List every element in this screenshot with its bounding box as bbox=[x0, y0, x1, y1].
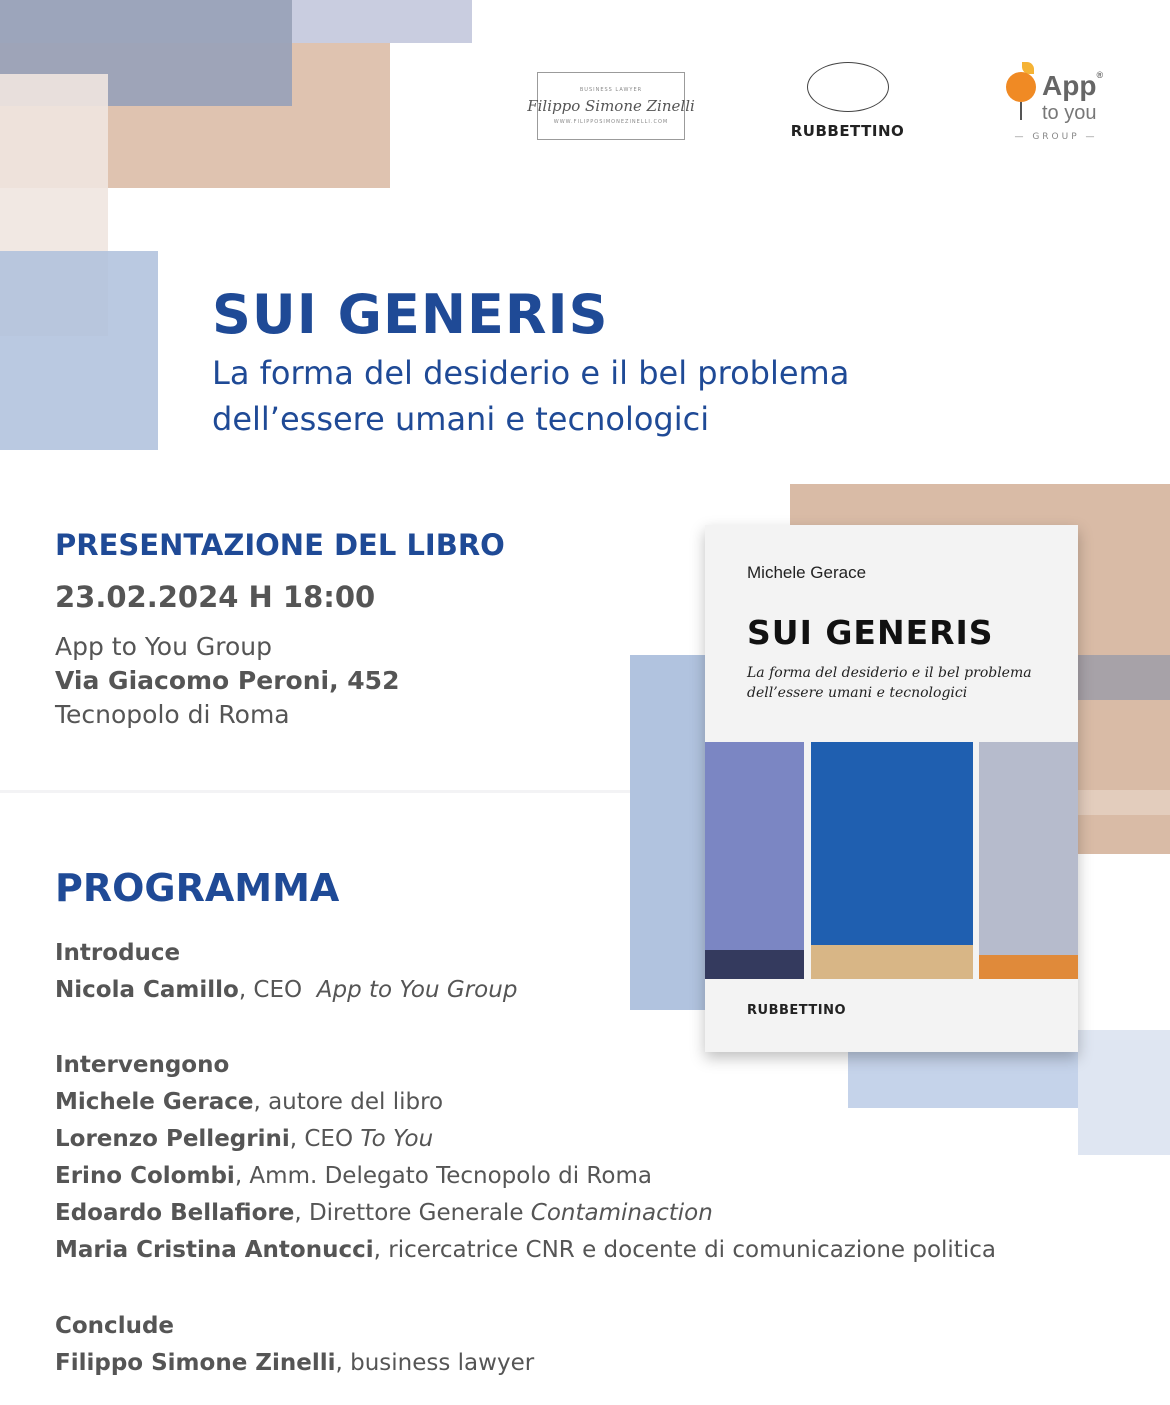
section-heading: Conclude bbox=[55, 1313, 175, 1339]
book-cover bbox=[705, 525, 1078, 1052]
book-title: SUI GENERIS bbox=[747, 613, 994, 652]
logo-group-word: — GROUP — bbox=[1014, 132, 1098, 142]
programma-title: PROGRAMMA bbox=[55, 866, 340, 910]
logo-rubbettino bbox=[790, 62, 905, 144]
venue-address: Via Giacomo Peroni, 452 bbox=[55, 666, 400, 695]
book-publisher: RUBBETTINO bbox=[747, 1003, 847, 1018]
cover-painting-panel bbox=[979, 742, 1078, 979]
page-title: SUI GENERIS bbox=[212, 283, 609, 346]
venue-place: Tecnopolo di Roma bbox=[55, 700, 290, 729]
logo-site: WWW.FILIPPOSIMONEZINELLI.COM bbox=[553, 119, 669, 125]
decor-block bbox=[1078, 790, 1170, 815]
stem-icon bbox=[1020, 102, 1022, 120]
flower-icon bbox=[1006, 72, 1036, 102]
speaker-line: Maria Cristina Antonucci, ricercatrice CNR e docente di comunicazione politica bbox=[55, 1237, 996, 1263]
program-section-intervengono bbox=[55, 1047, 996, 1269]
speaker-line: Nicola Camillo, CEO App to You Group bbox=[55, 977, 518, 1003]
cover-painting-panel bbox=[979, 955, 1078, 979]
event-label: PRESENTAZIONE DEL LIBRO bbox=[55, 528, 505, 562]
cover-painting-panel bbox=[811, 945, 973, 979]
program-section-introduce bbox=[55, 935, 517, 1009]
decor-block bbox=[1078, 655, 1170, 700]
book-author: Michele Gerace bbox=[747, 563, 867, 582]
logo-tagline: BUSINESS LAWYER bbox=[579, 87, 643, 93]
speaker-line: Lorenzo Pellegrini, CEO To You bbox=[55, 1126, 434, 1152]
cover-painting-panel bbox=[705, 742, 804, 979]
event-datetime: 23.02.2024 H 18:00 bbox=[55, 580, 376, 614]
logo-name: RUBBETTINO bbox=[790, 122, 905, 140]
decor-block bbox=[1078, 1030, 1170, 1155]
logo-name: Filippo Simone Zinelli bbox=[527, 97, 695, 115]
cover-painting-panel bbox=[705, 950, 804, 979]
book-subtitle: La forma del desiderio e il bel problema dell’essere umani e tecnologici bbox=[747, 665, 1032, 701]
speaker-line: Filippo Simone Zinelli, business lawyer bbox=[55, 1350, 535, 1376]
speaker-line: Erino Colombi, Amm. Delegato Tecnopolo di Roma bbox=[55, 1163, 652, 1189]
logo-filippo-simone-zinelli bbox=[527, 72, 695, 140]
logo-to-you-word: to you bbox=[1042, 102, 1097, 124]
speaker-line: Michele Gerace, autore del libro bbox=[55, 1089, 444, 1115]
program-section-conclude bbox=[55, 1308, 534, 1382]
page-subtitle: La forma del desiderio e il bel problema dell’essere umani e tecnologici bbox=[212, 354, 850, 438]
decor-block bbox=[0, 251, 158, 450]
logo-app-to-you bbox=[1002, 60, 1112, 150]
speaker-line: Edoardo Bellafiore, Direttore Generale Contaminaction bbox=[55, 1200, 713, 1226]
rubbettino-emblem-icon bbox=[807, 62, 889, 112]
section-heading: Introduce bbox=[55, 940, 181, 966]
logo-app-word: App® bbox=[1042, 70, 1104, 101]
venue-name: App to You Group bbox=[55, 632, 272, 661]
section-heading: Intervengono bbox=[55, 1052, 230, 1078]
event-venue bbox=[55, 630, 399, 732]
cover-painting-panel bbox=[811, 742, 973, 979]
